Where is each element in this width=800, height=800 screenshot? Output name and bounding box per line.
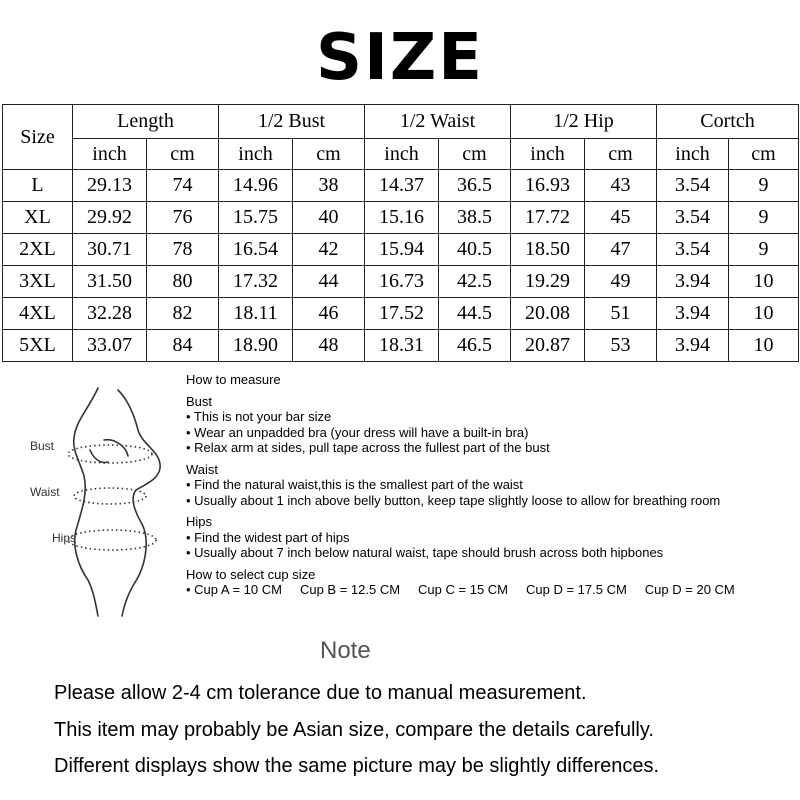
crotch-cm-cell: 9 xyxy=(729,170,799,202)
length-cm-cell: 84 xyxy=(147,330,219,362)
bust-title: Bust xyxy=(186,393,213,409)
size-cell: 2XL xyxy=(3,234,73,266)
hip-inch-cell: 16.93 xyxy=(511,170,585,202)
crotch-cm-cell: 10 xyxy=(729,266,799,298)
bust-cm-cell: 48 xyxy=(293,330,365,362)
unit-cm-header: cm xyxy=(585,139,657,170)
cup-size-item: Cup D = 20 CM xyxy=(644,582,735,597)
bust-inch-cell: 16.54 xyxy=(219,234,293,266)
body-measure-figure xyxy=(18,380,188,620)
waist-item: • Find the natural waist,this is the smallest part of the waist xyxy=(186,477,523,492)
waist-item: • Usually about 1 inch above belly button, keep tape slightly loose to allow for breathing room xyxy=(186,492,721,508)
length-cm-cell: 80 xyxy=(147,266,219,298)
length-inch-cell: 29.13 xyxy=(73,170,147,202)
waist-inch-cell: 18.31 xyxy=(365,330,439,362)
hip-cm-cell: 47 xyxy=(585,234,657,266)
crotch-cm-cell: 9 xyxy=(729,234,799,266)
waist-inch-cell: 15.94 xyxy=(365,234,439,266)
size-cell: 5XL xyxy=(3,330,73,362)
note-item: Different displays show the same picture may be slightly differences. xyxy=(54,755,660,777)
note-title: Note xyxy=(320,637,371,664)
cup-size-list xyxy=(186,582,786,598)
unit-inch-header: inch xyxy=(657,139,729,170)
hip-inch-cell: 18.50 xyxy=(511,234,585,266)
length-inch-cell: 29.92 xyxy=(73,202,147,234)
hips-title: Hips xyxy=(186,514,213,529)
bust-cm-cell: 38 xyxy=(293,170,365,202)
crotch-inch-cell: 3.94 xyxy=(657,298,729,330)
hip-inch-cell: 20.08 xyxy=(511,298,585,330)
crotch-cm-cell: 9 xyxy=(729,202,799,234)
crotch-cm-cell: 10 xyxy=(729,298,799,330)
hips-item: • Usually about 7 inch below natural waist, tape should brush across both hipbones xyxy=(186,545,664,560)
table-row xyxy=(3,170,799,202)
bust-item: • This is not your bar size xyxy=(186,409,332,424)
cup-size-item: Cup C = 15 CM xyxy=(418,582,508,597)
tape-lines-icon xyxy=(68,445,156,550)
length-header: Length xyxy=(73,105,219,139)
waist-label: Waist xyxy=(30,485,60,499)
crotch-inch-cell: 3.54 xyxy=(657,234,729,266)
table-row xyxy=(3,234,799,266)
crotch-inch-cell: 3.54 xyxy=(657,202,729,234)
page-title: SIZE xyxy=(315,21,485,95)
length-cm-cell: 74 xyxy=(147,170,219,202)
hip-cm-cell: 51 xyxy=(585,298,657,330)
hip-cm-cell: 53 xyxy=(585,330,657,362)
bust-item: • Relax arm at sides, pull tape across the fullest part of the bust xyxy=(186,440,550,455)
size-column-header: Size xyxy=(3,105,73,170)
cup-size-item: Cup B = 12.5 CM xyxy=(299,582,401,597)
measure-heading: How to measure xyxy=(186,372,281,387)
bust-label: Bust xyxy=(30,439,55,453)
waist-inch-cell: 17.52 xyxy=(365,298,439,330)
cup-size-item: Cup D = 17.5 CM xyxy=(526,582,627,597)
bust-inch-cell: 17.32 xyxy=(219,266,293,298)
waist-cm-cell: 46.5 xyxy=(439,330,511,362)
bust-cm-cell: 44 xyxy=(293,266,365,298)
how-to-measure xyxy=(186,372,786,598)
hip-inch-cell: 17.72 xyxy=(511,202,585,234)
hips-item: • Find the widest part of hips xyxy=(186,529,350,545)
hip-cm-cell: 49 xyxy=(585,266,657,298)
cup-size-item: • Cup A = 10 CM xyxy=(186,582,282,597)
bust-item: • Wear an unpadded bra (your dress will have a built-in bra) xyxy=(186,424,529,440)
unit-inch-header: inch xyxy=(219,139,293,170)
length-inch-cell: 30.71 xyxy=(73,234,147,266)
table-row xyxy=(3,202,799,234)
waist-cm-cell: 44.5 xyxy=(439,298,511,330)
length-cm-cell: 78 xyxy=(147,234,219,266)
crotch-cm-cell: 10 xyxy=(729,330,799,362)
hip-cm-cell: 43 xyxy=(585,170,657,202)
bust-cm-cell: 40 xyxy=(293,202,365,234)
size-cell: L xyxy=(3,170,73,202)
bust-header: 1/2 Bust xyxy=(219,105,365,139)
waist-inch-cell: 14.37 xyxy=(365,170,439,202)
hip-header: 1/2 Hip xyxy=(511,105,657,139)
size-table xyxy=(2,104,799,362)
length-cm-cell: 82 xyxy=(147,298,219,330)
unit-inch-header: inch xyxy=(511,139,585,170)
note-item: Please allow 2-4 cm tolerance due to manual measurement. xyxy=(54,682,587,704)
body-silhouette-icon xyxy=(74,388,160,616)
hip-inch-cell: 19.29 xyxy=(511,266,585,298)
length-inch-cell: 33.07 xyxy=(73,330,147,362)
table-row xyxy=(3,330,799,362)
unit-inch-header: inch xyxy=(365,139,439,170)
waist-cm-cell: 42.5 xyxy=(439,266,511,298)
unit-cm-header: cm xyxy=(293,139,365,170)
bust-inch-cell: 15.75 xyxy=(219,202,293,234)
length-cm-cell: 76 xyxy=(147,202,219,234)
table-row xyxy=(3,266,799,298)
table-row xyxy=(3,298,799,330)
waist-header: 1/2 Waist xyxy=(365,105,511,139)
bust-inch-cell: 14.96 xyxy=(219,170,293,202)
bust-cm-cell: 42 xyxy=(293,234,365,266)
crotch-inch-cell: 3.94 xyxy=(657,266,729,298)
waist-inch-cell: 15.16 xyxy=(365,202,439,234)
bust-inch-cell: 18.90 xyxy=(219,330,293,362)
note-item: This item may probably be Asian size, compare the details carefully. xyxy=(54,718,654,741)
unit-cm-header: cm xyxy=(729,139,799,170)
waist-title: Waist xyxy=(186,461,219,477)
waist-cm-cell: 38.5 xyxy=(439,202,511,234)
cup-size-title: How to select cup size xyxy=(186,566,316,582)
waist-cm-cell: 40.5 xyxy=(439,234,511,266)
size-cell: XL xyxy=(3,202,73,234)
bust-cm-cell: 46 xyxy=(293,298,365,330)
hip-inch-cell: 20.87 xyxy=(511,330,585,362)
notes-list xyxy=(54,682,794,792)
crotch-inch-cell: 3.94 xyxy=(657,330,729,362)
size-cell: 4XL xyxy=(3,298,73,330)
length-inch-cell: 31.50 xyxy=(73,266,147,298)
unit-cm-header: cm xyxy=(147,139,219,170)
crotch-inch-cell: 3.54 xyxy=(657,170,729,202)
waist-cm-cell: 36.5 xyxy=(439,170,511,202)
hip-cm-cell: 45 xyxy=(585,202,657,234)
length-inch-cell: 32.28 xyxy=(73,298,147,330)
waist-inch-cell: 16.73 xyxy=(365,266,439,298)
hips-label: Hips xyxy=(52,531,77,545)
unit-cm-header: cm xyxy=(439,139,511,170)
size-cell: 3XL xyxy=(3,266,73,298)
unit-inch-header: inch xyxy=(73,139,147,170)
bust-inch-cell: 18.11 xyxy=(219,298,293,330)
crotch-header: Cortch xyxy=(657,105,799,139)
